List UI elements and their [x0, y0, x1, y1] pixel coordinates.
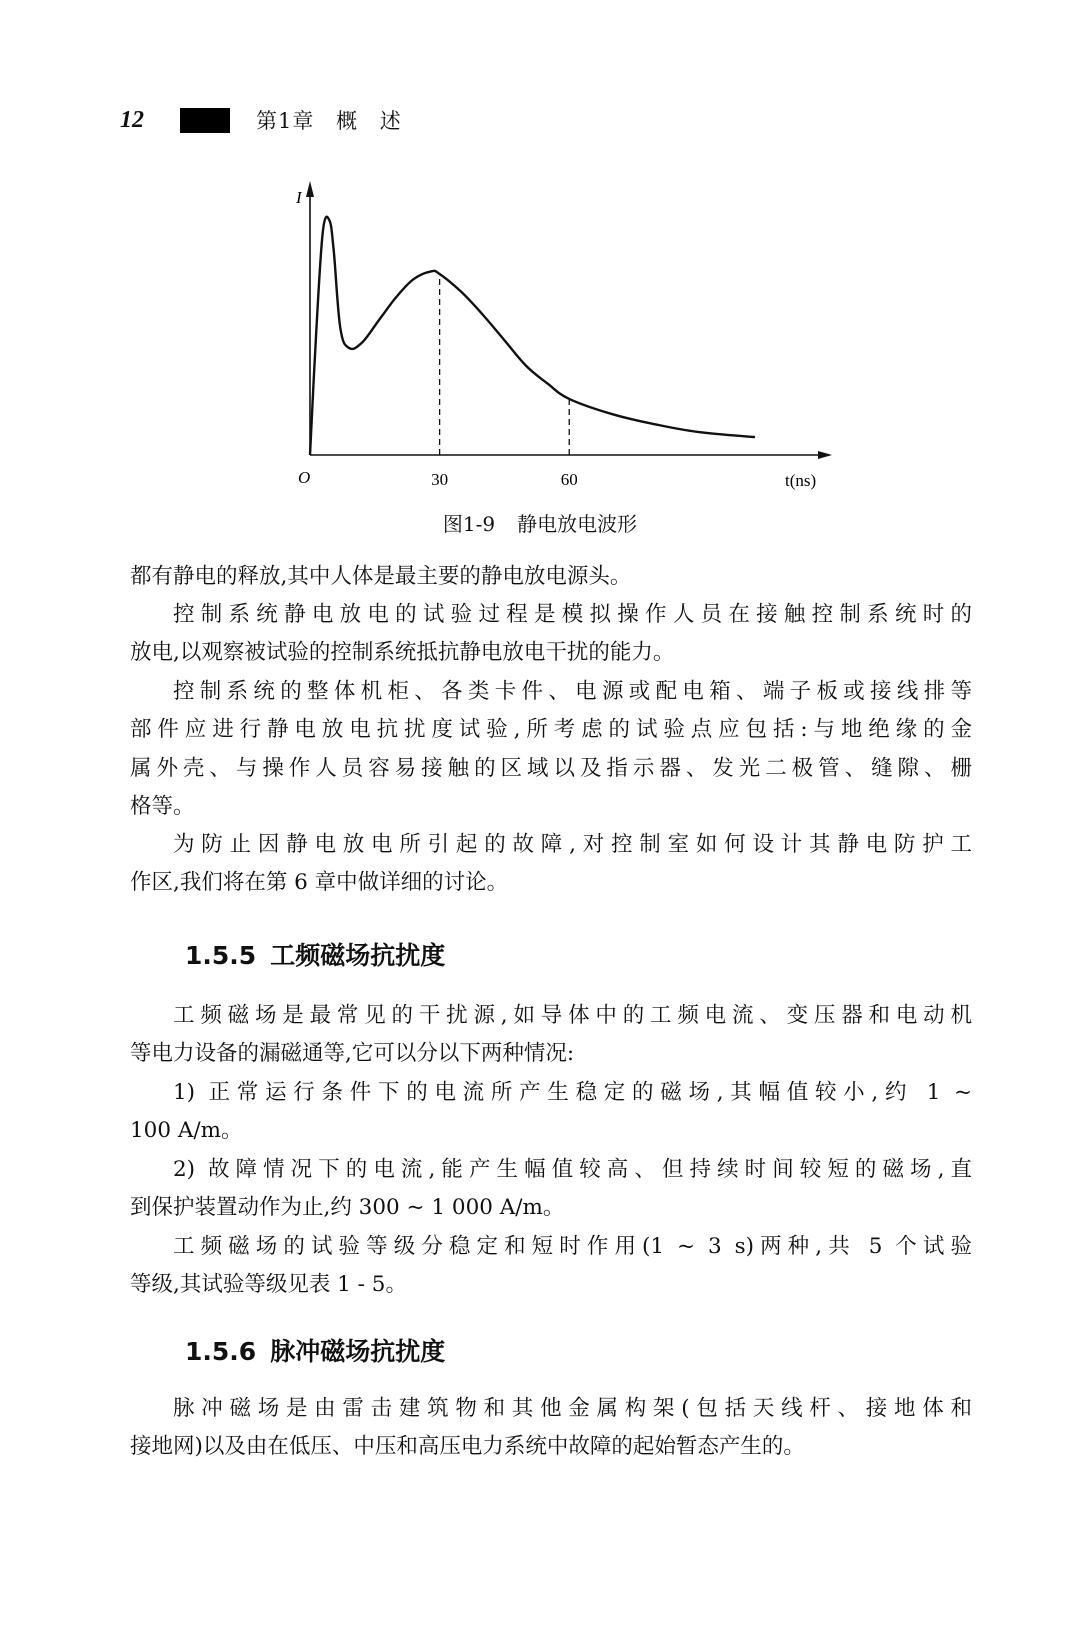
text-line: 到保护装置动作为止,约 300 ~ 1 000 A/m。	[130, 1195, 565, 1221]
x-axis-label: t(ns)	[785, 471, 817, 490]
section-heading-1-5-5	[185, 936, 445, 972]
text-line: 放电,以观察被试验的控制系统抵抗静电放电干扰的能力。	[130, 640, 675, 666]
paragraph-5	[130, 997, 972, 1074]
text-line: 工频磁场的试验等级分稳定和短时作用(1 ~ 3 s)两种,共 5 个试验	[173, 1234, 972, 1259]
paragraph-1	[130, 558, 972, 596]
paragraph-7	[130, 1151, 972, 1228]
paragraph-3	[130, 673, 972, 826]
text-line: 作区,我们将在第 6 章中做详细的讨论。	[130, 870, 509, 896]
text-line: 2) 故障情况下的电流,能产生幅值较高、但持续时间较短的磁场,直	[173, 1157, 972, 1182]
page-number: 12	[120, 106, 144, 133]
section-heading-1-5-6	[185, 1332, 445, 1368]
running-header	[120, 100, 416, 140]
paragraph-4	[130, 826, 972, 903]
paragraph-6	[130, 1074, 972, 1151]
text-line: 控制系统静电放电的试验过程是模拟操作人员在接触控制系统时的	[173, 602, 972, 627]
section-title: 脉冲磁场抗扰度	[270, 1337, 446, 1366]
y-axis-arrow	[306, 181, 314, 197]
text-line: 等级,其试验等级见表 1 - 5。	[130, 1272, 407, 1298]
section-title: 工频磁场抗扰度	[270, 941, 446, 970]
chapter-title	[256, 105, 416, 135]
figure-title: 静电放电波形	[517, 512, 638, 536]
figure-number: 图1-9	[442, 512, 496, 536]
text-line: 属外壳、与操作人员容易接触的区域以及指示器、发光二极管、缝隙、栅	[130, 755, 972, 781]
section-number: 1.5.5	[185, 941, 257, 970]
x-axis-arrow	[818, 451, 832, 459]
text-line: 1) 正常运行条件下的电流所产生稳定的磁场,其幅值较小,约 1 ~	[173, 1080, 972, 1105]
paragraph-9	[130, 1390, 972, 1467]
text-line: 等电力设备的漏磁通等,它可以分以下两种情况:	[130, 1041, 575, 1067]
text-line: 工频磁场是最常见的干扰源,如导体中的工频电流、变压器和电动机	[173, 1003, 972, 1028]
waveform-curve	[310, 217, 755, 455]
header-black-bar	[180, 108, 230, 133]
text-line: 控制系统的整体机柜、各类卡件、电源或配电箱、端子板或接线排等	[173, 679, 972, 704]
text-line: 接地网)以及由在低压、中压和高压电力系统中故障的起始暂态产生的。	[130, 1434, 805, 1460]
section-number: 1.5.6	[185, 1337, 257, 1366]
chapter-word-1: 概	[336, 109, 359, 133]
x-tick-label-60: 60	[560, 470, 578, 489]
text-line: 部件应进行静电放电抗扰度试验,所考虑的试验点应包括:与地绝缘的金	[130, 717, 972, 743]
text-line: 100 A/m。	[130, 1118, 243, 1144]
chapter-word-2: 述	[379, 109, 402, 133]
text-line: 格等。	[130, 793, 195, 819]
paragraph-2	[130, 596, 972, 673]
text-line: 为防止因静电放电所引起的故障,对控制室如何设计其静电防护工	[173, 832, 972, 857]
chapter-number: 第1章	[256, 109, 315, 133]
paragraph-8	[130, 1228, 972, 1305]
figure-caption	[0, 508, 1080, 537]
esd-waveform-figure	[280, 175, 840, 495]
y-axis-label: I	[296, 188, 302, 207]
text-line: 都有静电的释放,其中人体是最主要的静电放电源头。	[130, 564, 632, 589]
text-line: 脉冲磁场是由雷击建筑物和其他金属构架(包括天线杆、接地体和	[173, 1396, 972, 1421]
x-tick-label-30: 30	[431, 470, 449, 489]
origin-label: O	[298, 468, 311, 487]
